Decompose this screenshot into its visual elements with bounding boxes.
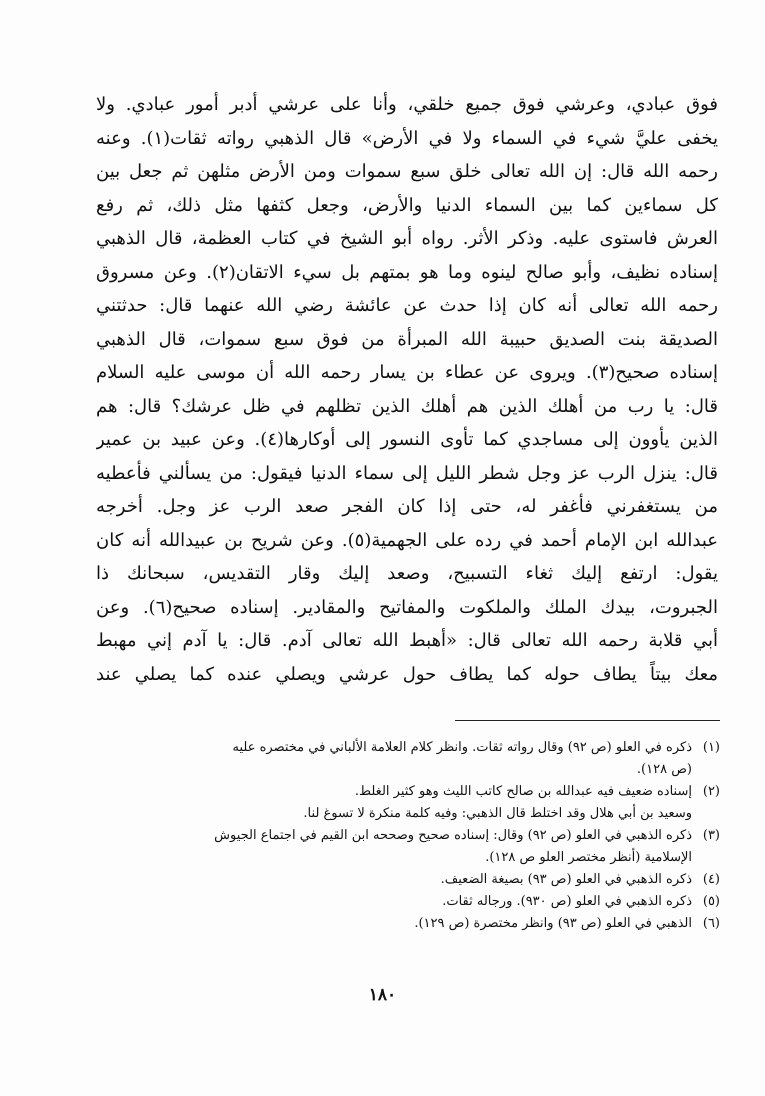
footnote-text — [96, 891, 692, 913]
text-line: قال: يا رب من أهلك الذين هم أهلك الذين تظلهم في ظل عرشك؟ قال: هم — [96, 395, 718, 417]
footnote-number: (٣) — [702, 828, 720, 843]
footnote-line: (ص ١٢٨). — [636, 762, 692, 777]
footnote-3 — [96, 825, 720, 869]
footnote-6 — [96, 913, 720, 935]
footnote-line: ذكره الذهبي في العلو (ص ٩٢) وقال: إسناده صحيح وصححه ابن القيم في اجتماع الجيوش — [214, 828, 692, 843]
footnote-1 — [96, 737, 720, 781]
main-text — [96, 88, 718, 691]
text-line: رحمه الله قال: إن الله تعالى خلق سبع سموات ومن الأرض مثلهن ثم جعل بين — [96, 161, 718, 182]
footnote-line: الذهبي في العلو (ص ٩٣) وانظر مختصرة (ص ١٢٩). — [414, 916, 692, 931]
text-line: إسناده نظيف، وأبو صالح لينوه وما هو بمتهم بل سيء الاتقان(٢). وعن مسروق — [96, 261, 718, 283]
text-line: قال: ينزل الرب عز وجل شطر الليل إلى سماء الدنيا فيقول: من يسألني فأعطيه — [96, 462, 718, 484]
page-number: ١٨٠ — [368, 985, 397, 1005]
footnote-text — [96, 869, 692, 891]
footnote-text — [96, 737, 692, 781]
text-line: العرش فاستوى عليه. وذكر الأثر. رواه أبو الشيخ في كتاب العظمة، قال الذهبي — [96, 228, 718, 249]
text-line: رحمه الله تعالى أنه كان إذا حدث عن عائشة رضي الله عنهما قال: حدثتني — [96, 295, 718, 316]
text-line: كل سماءين كما بين السماء الدنيا والأرض، وجعل كثفها مثل ذلك، ثم رفع — [96, 194, 718, 216]
text-line: من يستغفرني فأغفر له، حتى إذا كان الفجر صعد الرب عز وجل. أخرجه — [96, 496, 718, 517]
text-line: الجبروت، بيدك الملك والملكوت والمفاتيح والمقادير. إسناده صحيح(٦). وعن — [96, 596, 718, 618]
text-line: أبي قلابة رحمه الله تعالى قال: «أهبط الله تعالى آدم. قال: يا آدم إني مهبط — [96, 630, 718, 651]
footnote-4 — [96, 869, 720, 891]
footnote-separator — [455, 720, 720, 721]
text-line: الصديقة بنت الصديق حبيبة الله المبرأة من فوق سبع سموات، قال الذهبي — [96, 328, 718, 350]
footnote-number: (٦) — [702, 916, 720, 931]
text-line: معك بيتاً يطاف حوله كما يطاف حول عرشي ويصلي عنده كما يصلي عند — [96, 663, 718, 685]
text-line: يقول: ارتفع إليك ثغاء التسبيح، وصعد إليك وقار التقديس، سبحانك ذا — [96, 563, 718, 584]
footnote-line: الإسلامية (أنظر مختصر العلو ص ١٢٨). — [485, 850, 692, 865]
text-line: عبدالله ابن الإمام أحمد في رده على الجهمية(٥). وعن شريح بن عبيدالله أنه كان — [96, 529, 718, 551]
footnote-text — [96, 913, 692, 935]
footnote-line: إسناده ضعيف فيه عبدالله بن صالح كاتب الليث وهو كثير الغلط. — [354, 784, 692, 799]
footnotes — [96, 737, 720, 935]
footnote-number: (٤) — [702, 872, 720, 887]
footnote-line: ذكره في العلو (ص ٩٢) وقال رواته ثقات. وانظر كلام العلامة الألباني في مختصره عليه — [232, 740, 692, 755]
footnote-line: وسعيد بن أبي هلال وقد اختلط قال الذهبي: وفيه كلمة منكرة لا تسوغ لنا. — [303, 806, 692, 821]
footnote-number: (٢) — [702, 784, 720, 799]
text-line: فوق عبادي، وعرشي فوق جميع خلقي، وأنا على عرشي أدبر أمور عبادي. ولا — [96, 94, 718, 115]
footnote-line: ذكره الذهبي في العلو (ص ٩٣) بصيغة الضعيف. — [440, 872, 692, 887]
footnote-5 — [96, 891, 720, 913]
footnote-line: ذكره الذهبي في العلو (ص ٩٣٠). ورجاله ثقات. — [442, 894, 692, 909]
text-line: إسناده صحيح(٣). ويروى عن عطاء بن يسار رحمه الله أن موسى عليه السلام — [96, 362, 718, 383]
text-line: يخفى عليَّ شيء في السماء ولا في الأرض» قال الذهبي رواته ثقات(١). وعنه — [96, 127, 718, 149]
footnote-number: (٥) — [702, 894, 720, 909]
text-line: الذين يأوون إلى مساجدي كما تأوى النسور إلى أوكارها(٤). وعن عبيد بن عمير — [96, 429, 718, 450]
footnote-2 — [96, 781, 720, 825]
footnote-text — [96, 825, 692, 869]
footnote-text — [96, 781, 692, 825]
footnote-number: (١) — [702, 740, 720, 755]
